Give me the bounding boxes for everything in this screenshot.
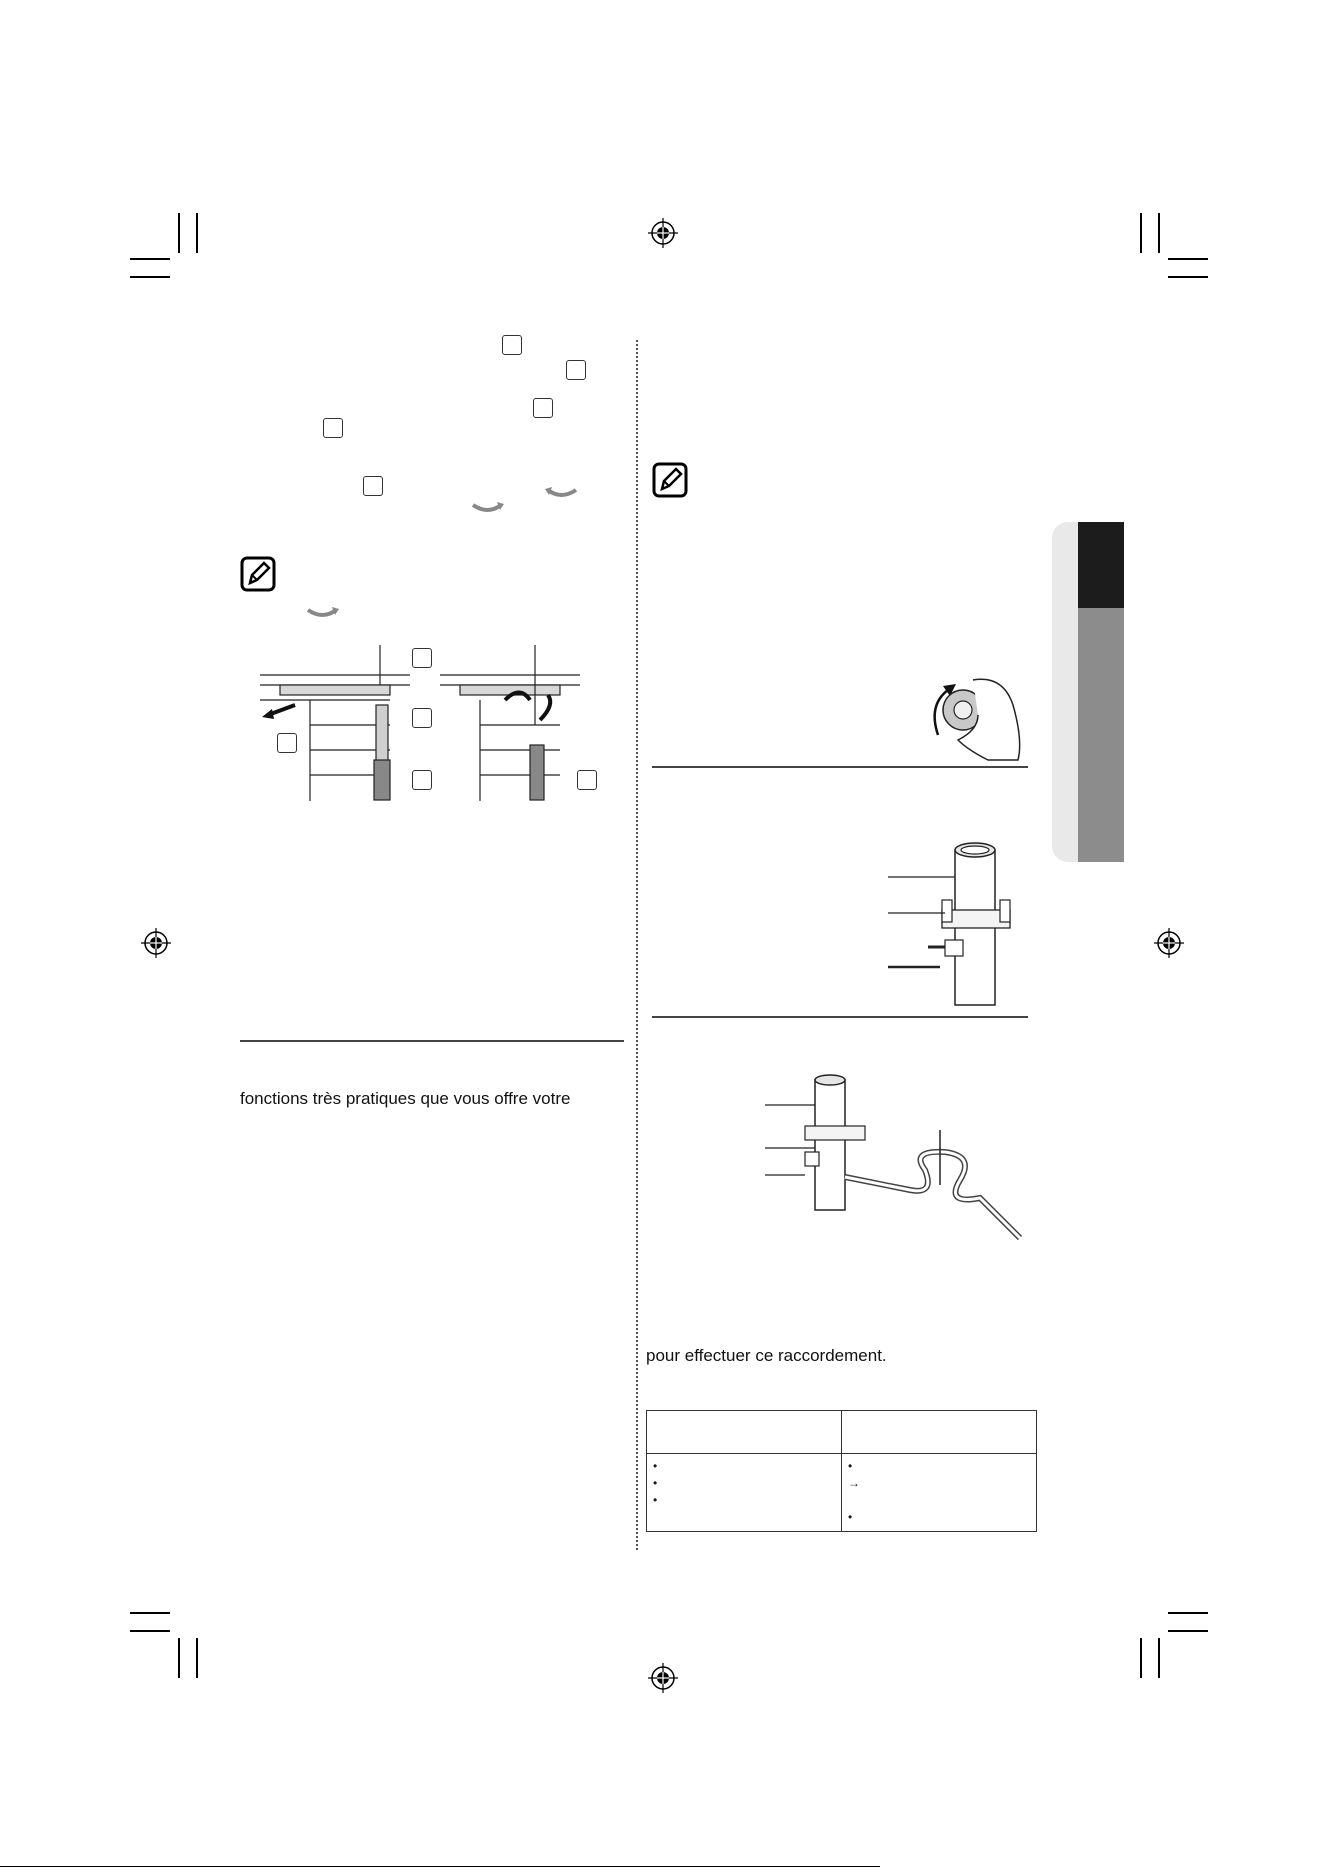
step-marker [323,418,343,438]
bullet-mark: • [848,1459,853,1473]
table-cell [842,1454,1037,1532]
curved-arrow-icon [470,500,506,518]
note-pencil-icon [652,462,688,498]
column-separator [636,340,638,1550]
pipe-coil-illustration [760,1070,1040,1270]
registration-mark-icon [1154,928,1184,958]
body-text-fragment: fonctions très pratiques que vous offre votre [240,1089,571,1108]
step-marker [577,770,597,790]
table-cell [647,1454,842,1532]
footer-rule [0,1866,880,1867]
step-marker [502,335,522,355]
table-header-cell [647,1411,842,1454]
body-text-fragment: pour effectuer ce raccordement. [646,1346,887,1365]
step-marker [363,476,383,496]
section-rule [652,766,1028,768]
bullet-mark: • [653,1459,658,1473]
step-marker [412,770,432,790]
section-tab-inactive [1078,608,1124,862]
table-header-cell [842,1411,1037,1454]
bullet-mark: • [848,1510,853,1524]
arrow-mark: → [848,1476,860,1490]
registration-mark-icon [141,928,171,958]
valve-knob-hand-illustration [918,660,1030,762]
bullet-mark: • [653,1476,658,1490]
step-marker [412,708,432,728]
registration-mark-icon [648,218,678,248]
step-marker [533,398,553,418]
step-marker [412,648,432,668]
curved-arrow-icon [305,605,341,623]
curved-arrow-icon [543,485,579,503]
bullet-mark: • [653,1493,658,1507]
spec-table [646,1410,1037,1532]
pipe-clamp-illustration [880,840,1030,1010]
bullet-mark [848,1492,1030,1509]
registration-mark-icon [648,1663,678,1693]
step-marker [566,360,586,380]
section-rule [652,1016,1028,1018]
section-tab-active [1078,522,1124,608]
section-rule [240,1040,624,1042]
step-marker [277,733,297,753]
table-header-row [647,1411,1037,1454]
table-row [647,1454,1037,1532]
note-pencil-icon [240,556,276,592]
